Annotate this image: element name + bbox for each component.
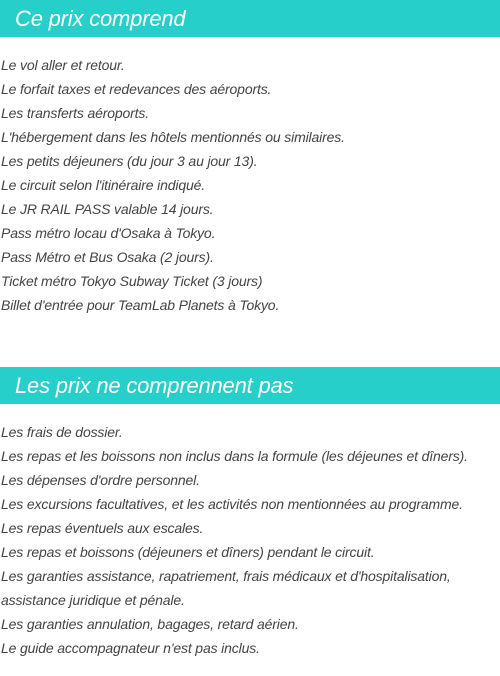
list-item: Le circuit selon l'itinéraire indiqué. bbox=[1, 177, 205, 193]
excluded-title: Les prix ne comprennent pas bbox=[15, 372, 294, 398]
list-item: Pass Métro et Bus Osaka (2 jours). bbox=[1, 249, 214, 265]
excluded-section bbox=[0, 367, 500, 660]
included-title: Ce prix comprend bbox=[15, 5, 186, 31]
list-item: Billet d'entrée pour TeamLab Planets à Tokyo. bbox=[1, 297, 280, 313]
included-header bbox=[0, 0, 500, 37]
list-item: Les transferts aéroports. bbox=[1, 105, 149, 121]
list-item: Les dépenses d'ordre personnel. bbox=[1, 472, 200, 488]
list-item: Les repas éventuels aux escales. bbox=[1, 520, 204, 536]
list-item: Les repas et les boissons non inclus dans la formule (les déjeunes et dîners). bbox=[1, 448, 468, 464]
list-item: Les garanties annulation, bagages, retard aérien. bbox=[1, 616, 299, 632]
list-item: Les garanties assistance, rapatriement, frais médicaux et d'hospitalisation, assistance juridique et pénale. bbox=[1, 568, 451, 608]
list-item: Pass métro locau d'Osaka à Tokyo. bbox=[1, 225, 216, 241]
list-item: Le vol aller et retour. bbox=[1, 57, 125, 73]
list-item: Le guide accompagnateur n'est pas inclus. bbox=[1, 640, 260, 656]
list-item: Les excursions facultatives, et les activités non mentionnées au programme. bbox=[1, 496, 463, 512]
list-item: Les frais de dossier. bbox=[1, 424, 123, 440]
list-item: Ticket métro Tokyo Subway Ticket (3 jours) bbox=[1, 273, 263, 289]
list-item: Les petits déjeuners (du jour 3 au jour 13). bbox=[1, 153, 258, 169]
list-item: Le JR RAIL PASS valable 14 jours. bbox=[1, 201, 214, 217]
included-section bbox=[0, 0, 500, 317]
excluded-header bbox=[0, 367, 500, 404]
list-item: L'hébergement dans les hôtels mentionnés ou similaires. bbox=[1, 129, 345, 145]
list-item: Le forfait taxes et redevances des aéroports. bbox=[1, 81, 272, 97]
included-list bbox=[0, 53, 500, 317]
list-item: Les repas et boissons (déjeuners et dîners) pendant le circuit. bbox=[1, 544, 375, 560]
excluded-list bbox=[0, 420, 500, 660]
